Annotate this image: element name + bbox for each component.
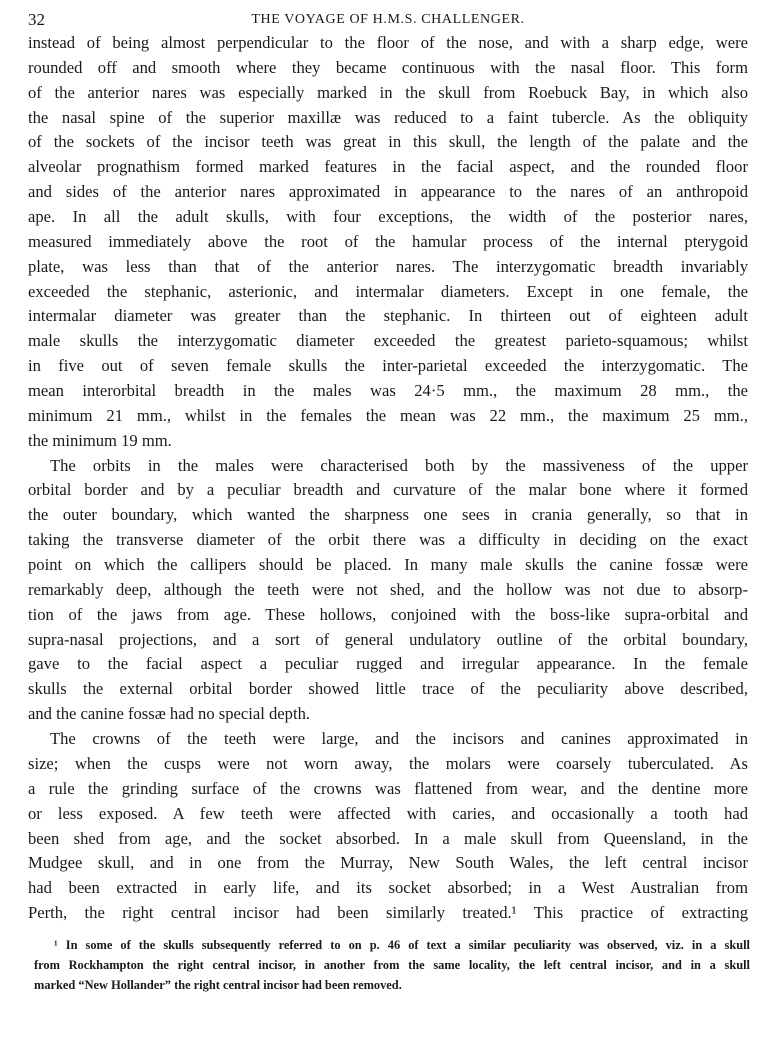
- text-line: of the sockets of the incisor teeth was great in this skull, the length of the palate and the: [28, 132, 748, 152]
- text-line: in five out of seven female skulls the inter-parietal exceeded the interzygomatic. The: [28, 356, 748, 376]
- paragraph: [28, 727, 748, 926]
- text-line: point on which the callipers should be placed. In many male skulls the canine fossæ were: [28, 555, 748, 575]
- text-line: The orbits in the males were characterised both by the massiveness of the upper: [50, 455, 748, 475]
- footnote: [34, 935, 750, 995]
- text-line: The crowns of the teeth were large, and the incisors and canines approximated in: [50, 729, 748, 749]
- text-line: supra-nasal projections, and a sort of general undulatory outline of the orbital boundary,: [28, 629, 748, 649]
- text-line: taking the transverse diameter of the orbit there was a difficulty in deciding on the exact: [28, 530, 748, 550]
- text-line: tion of the jaws from age. These hollows, conjoined with the boss-like supra-orbital and: [28, 604, 748, 624]
- footnote-line: marked “New Hollander” the right central incisor had been removed.: [34, 978, 402, 992]
- footnote-line: from Rockhampton the right central incisor, in another from the same locality, the left central incisor, and in a skull: [34, 958, 750, 972]
- text-line: male skulls the interzygomatic diameter exceeded the greatest parieto-squamous; whilst: [28, 331, 748, 351]
- text-line: alveolar prognathism formed marked features in the facial aspect, and the rounded floor: [28, 157, 748, 177]
- text-line: exceeded the stephanic, asterionic, and intermalar diameters. Except in one female, the: [28, 281, 748, 301]
- text-line: intermalar diameter was greater than the stephanic. In thirteen out of eighteen adult: [28, 306, 748, 326]
- text-line: and the canine fossæ had no special depth.: [28, 704, 311, 724]
- text-line: a rule the grinding surface of the crowns was flattened from wear, and the dentine more: [28, 778, 748, 798]
- text-line: or less exposed. A few teeth were affected with caries, and occasionally a tooth had: [28, 803, 748, 823]
- text-line: and sides of the anterior nares approximated in appearance to the nares of an anthropoid: [28, 182, 748, 202]
- text-line: the minimum 19 mm.: [28, 430, 172, 450]
- text-line: minimum 21 mm., whilst in the females the mean was 22 mm., the maximum 25 mm.,: [28, 405, 748, 425]
- text-line: gave to the facial aspect a peculiar rugged and irregular appearance. In the female: [28, 654, 748, 674]
- text-line: of the anterior nares was especially marked in the skull from Roebuck Bay, in which also: [28, 82, 748, 102]
- text-line: mean interorbital breadth in the males was 24·5 mm., the maximum 28 mm., the: [28, 381, 748, 401]
- paragraph: [28, 31, 748, 454]
- page-number: 32: [28, 10, 45, 29]
- text-line: plate, was less than that of the anterior nares. The interzygomatic breadth invariably: [28, 256, 748, 276]
- text-line: the outer boundary, which wanted the sharpness one sees in crania generally, so that in: [28, 505, 748, 525]
- text-line: measured immediately above the root of the hamular process of the internal pterygoid: [28, 231, 748, 251]
- footnote-line: ¹ In some of the skulls subsequently referred to on p. 46 of text a similar peculiarity was observed, viz. in a skull: [54, 938, 750, 952]
- text-line: orbital border and by a peculiar breadth and curvature of the malar bone where it formed: [28, 480, 748, 500]
- text-line: instead of being almost perpendicular to the floor of the nose, and with a sharp edge, were: [28, 33, 748, 52]
- text-line: Perth, the right central incisor had been similarly treated.¹ This practice of extracting: [28, 903, 748, 923]
- text-line: the nasal spine of the superior maxillæ was reduced to a faint tubercle. As the obliquity: [28, 107, 748, 127]
- text-line: Mudgee skull, and in one from the Murray, New South Wales, the left central incisor: [28, 853, 748, 873]
- body-text: [28, 31, 748, 926]
- text-line: ape. In all the adult skulls, with four exceptions, the width of the posterior nares,: [28, 207, 748, 227]
- text-line: remarkably deep, although the teeth were not shed, and the hollow was not due to absorp-: [28, 579, 748, 599]
- text-line: rounded off and smooth where they became continuous with the nasal floor. This form: [28, 57, 748, 77]
- running-title: THE VOYAGE OF H.M.S. CHALLENGER.: [251, 12, 525, 27]
- text-line: been shed from age, and the socket absorbed. In a male skull from Queensland, in the: [28, 828, 748, 848]
- paragraph: [28, 454, 748, 727]
- text-line: had been extracted in early life, and its socket absorbed; in a West Australian from: [28, 878, 748, 898]
- text-line: size; when the cusps were not worn away, the molars were coarsely tuberculated. As: [28, 753, 748, 773]
- text-line: skulls the external orbital border showed little trace of the peculiarity above described,: [28, 679, 748, 699]
